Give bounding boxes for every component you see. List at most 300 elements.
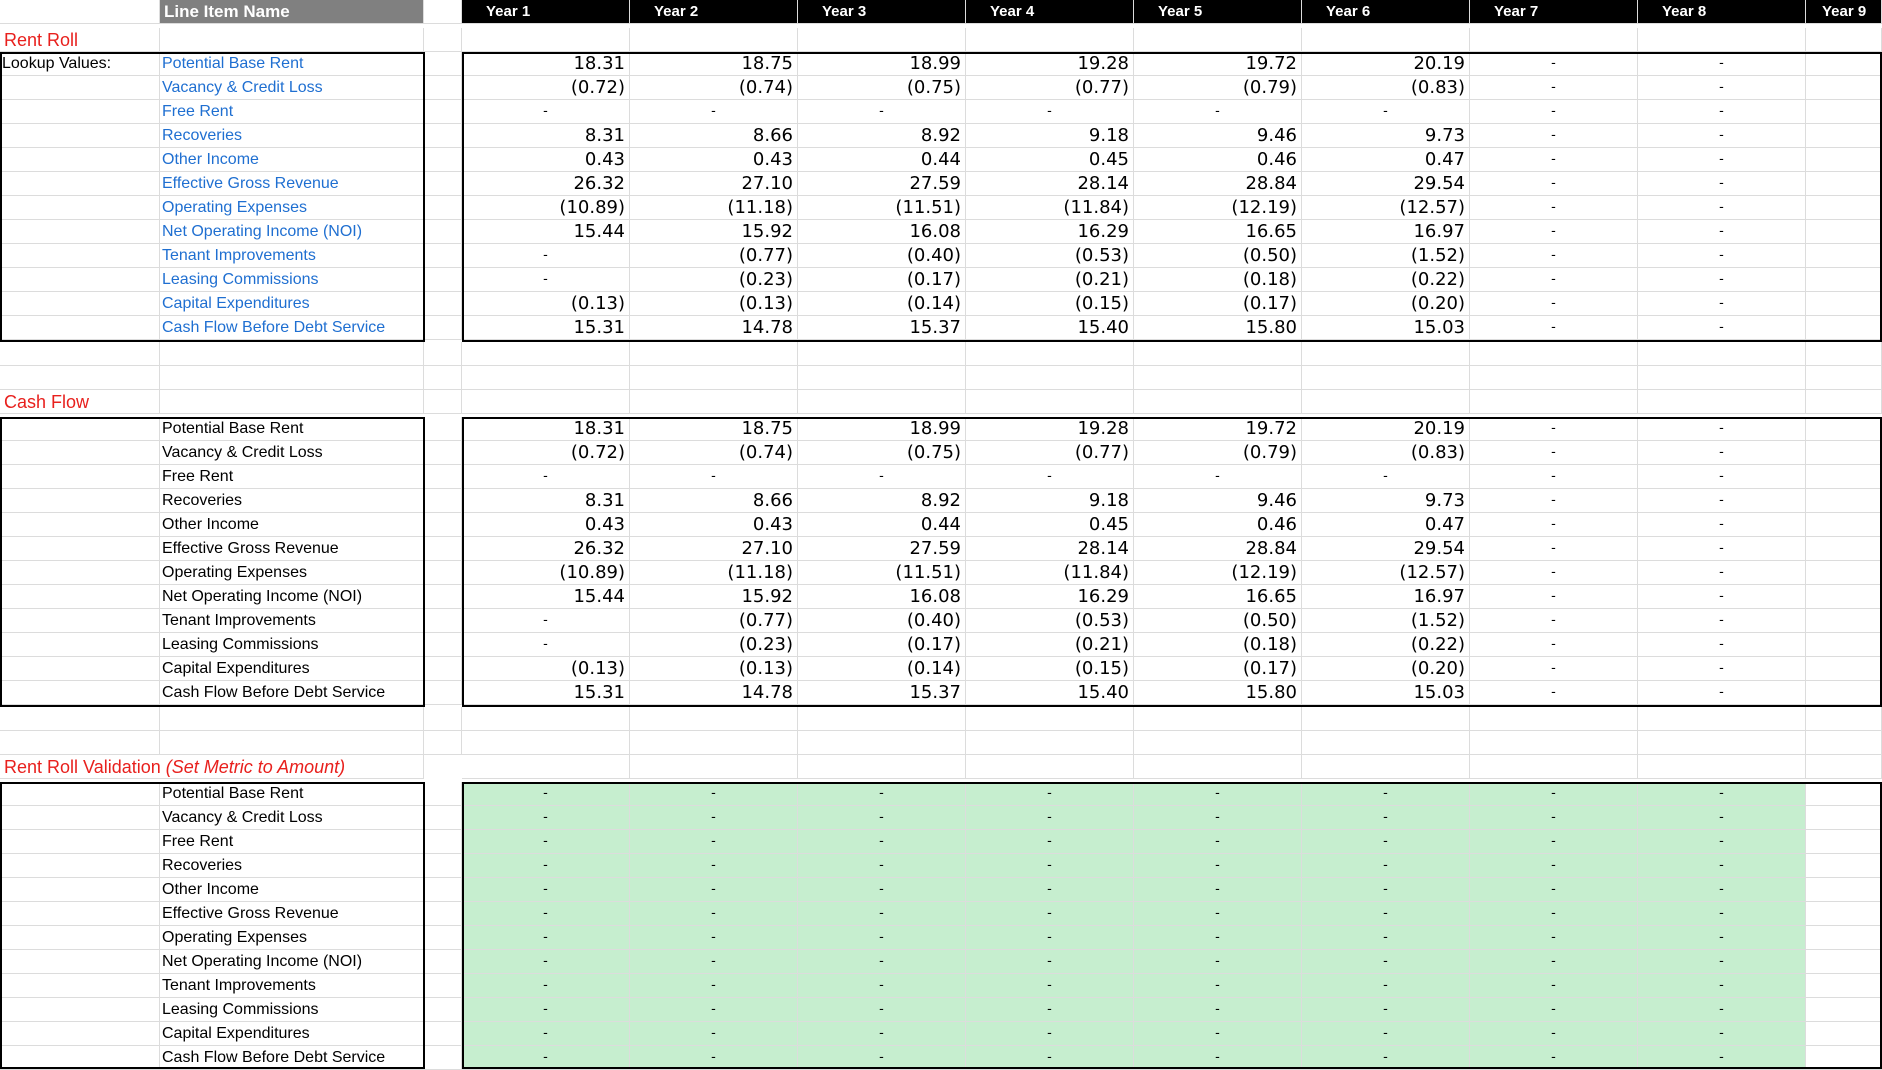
value-cell[interactable]: - xyxy=(462,268,630,292)
value-cell[interactable]: (0.50) xyxy=(1134,244,1302,268)
value-cell[interactable]: 16.08 xyxy=(798,220,966,244)
value-cell[interactable]: (0.83) xyxy=(1302,76,1470,100)
sheet-cell[interactable] xyxy=(424,974,462,998)
value-cell[interactable]: - xyxy=(1638,609,1806,633)
sheet-cell[interactable] xyxy=(1806,731,1882,755)
value-cell[interactable]: - xyxy=(1470,854,1638,878)
value-cell[interactable]: - xyxy=(1134,974,1302,998)
sheet-cell[interactable] xyxy=(1806,28,1882,52)
header-year-3[interactable]: Year 3 xyxy=(798,0,966,24)
value-cell[interactable]: - xyxy=(966,878,1134,902)
sheet-cell[interactable] xyxy=(0,830,160,854)
value-cell[interactable]: - xyxy=(1470,830,1638,854)
sheet-cell[interactable] xyxy=(1806,998,1882,1022)
value-cell[interactable]: (0.22) xyxy=(1302,633,1470,657)
value-cell[interactable]: - xyxy=(798,950,966,974)
value-cell[interactable]: - xyxy=(966,902,1134,926)
value-cell[interactable]: 0.43 xyxy=(462,148,630,172)
sheet-cell[interactable] xyxy=(0,342,160,366)
value-cell[interactable]: 15.80 xyxy=(1134,681,1302,705)
value-cell[interactable]: (0.74) xyxy=(630,76,798,100)
sheet-cell[interactable] xyxy=(1134,731,1302,755)
line-item-label[interactable]: Recoveries xyxy=(160,124,424,148)
value-cell[interactable]: - xyxy=(798,974,966,998)
value-cell[interactable]: 8.66 xyxy=(630,489,798,513)
sheet-cell[interactable] xyxy=(0,244,160,268)
sheet-cell[interactable] xyxy=(0,950,160,974)
value-cell[interactable]: - xyxy=(966,854,1134,878)
value-cell[interactable]: (0.79) xyxy=(1134,76,1302,100)
value-cell[interactable]: - xyxy=(1470,537,1638,561)
value-cell[interactable]: - xyxy=(462,950,630,974)
value-cell[interactable]: - xyxy=(798,878,966,902)
sheet-cell[interactable] xyxy=(1806,489,1882,513)
value-cell[interactable]: (0.77) xyxy=(966,441,1134,465)
sheet-cell[interactable] xyxy=(0,854,160,878)
value-cell[interactable]: - xyxy=(1638,926,1806,950)
sheet-cell[interactable] xyxy=(1806,830,1882,854)
value-cell[interactable]: (0.77) xyxy=(966,76,1134,100)
sheet-cell[interactable] xyxy=(1806,633,1882,657)
value-cell[interactable]: 9.18 xyxy=(966,489,1134,513)
value-cell[interactable]: - xyxy=(1470,465,1638,489)
value-cell[interactable]: - xyxy=(462,854,630,878)
sheet-cell[interactable] xyxy=(1806,854,1882,878)
value-cell[interactable]: 9.73 xyxy=(1302,124,1470,148)
sheet-cell[interactable] xyxy=(630,390,798,414)
value-cell[interactable]: - xyxy=(1638,950,1806,974)
value-cell[interactable]: (11.51) xyxy=(798,561,966,585)
sheet-cell[interactable] xyxy=(424,950,462,974)
value-cell[interactable]: 9.73 xyxy=(1302,489,1470,513)
value-cell[interactable]: - xyxy=(1470,441,1638,465)
value-cell[interactable]: 0.47 xyxy=(1302,513,1470,537)
sheet-cell[interactable] xyxy=(630,755,798,779)
value-cell[interactable]: - xyxy=(1638,561,1806,585)
value-cell[interactable]: (0.23) xyxy=(630,633,798,657)
sheet-cell[interactable] xyxy=(424,707,462,731)
line-item-label[interactable]: Vacancy & Credit Loss xyxy=(160,806,424,830)
value-cell[interactable]: - xyxy=(966,806,1134,830)
value-cell[interactable]: - xyxy=(1638,441,1806,465)
sheet-cell[interactable] xyxy=(1806,974,1882,998)
sheet-cell[interactable] xyxy=(1806,950,1882,974)
value-cell[interactable]: - xyxy=(1638,316,1806,340)
sheet-cell[interactable] xyxy=(966,707,1134,731)
value-cell[interactable]: - xyxy=(1470,974,1638,998)
value-cell[interactable]: - xyxy=(1470,681,1638,705)
value-cell[interactable]: - xyxy=(1470,292,1638,316)
value-cell[interactable]: 15.92 xyxy=(630,585,798,609)
value-cell[interactable]: - xyxy=(1638,806,1806,830)
value-cell[interactable]: - xyxy=(966,926,1134,950)
sheet-cell[interactable] xyxy=(424,902,462,926)
value-cell[interactable]: (0.13) xyxy=(462,657,630,681)
sheet-cell[interactable] xyxy=(1302,390,1470,414)
value-cell[interactable]: 29.54 xyxy=(1302,537,1470,561)
sheet-cell[interactable] xyxy=(160,390,424,414)
value-cell[interactable]: - xyxy=(1470,609,1638,633)
value-cell[interactable]: 27.10 xyxy=(630,537,798,561)
value-cell[interactable]: 29.54 xyxy=(1302,172,1470,196)
value-cell[interactable]: (11.18) xyxy=(630,196,798,220)
value-cell[interactable]: 14.78 xyxy=(630,316,798,340)
value-cell[interactable]: 15.31 xyxy=(462,681,630,705)
value-cell[interactable]: (12.57) xyxy=(1302,196,1470,220)
sheet-cell[interactable] xyxy=(0,220,160,244)
value-cell[interactable]: - xyxy=(1638,974,1806,998)
value-cell[interactable]: - xyxy=(1638,782,1806,806)
sheet-cell[interactable] xyxy=(1302,342,1470,366)
sheet-cell[interactable] xyxy=(1470,707,1638,731)
value-cell[interactable]: - xyxy=(1302,1022,1470,1046)
sheet-cell[interactable] xyxy=(0,998,160,1022)
sheet-cell[interactable] xyxy=(0,417,160,441)
line-item-label[interactable]: Capital Expenditures xyxy=(160,1022,424,1046)
sheet-cell[interactable] xyxy=(966,366,1134,390)
sheet-cell[interactable] xyxy=(1806,366,1882,390)
value-cell[interactable]: 20.19 xyxy=(1302,417,1470,441)
value-cell[interactable]: 27.10 xyxy=(630,172,798,196)
value-cell[interactable]: - xyxy=(966,1022,1134,1046)
value-cell[interactable]: - xyxy=(462,878,630,902)
value-cell[interactable]: - xyxy=(630,1022,798,1046)
sheet-cell[interactable] xyxy=(424,657,462,681)
value-cell[interactable]: - xyxy=(630,902,798,926)
sheet-cell[interactable] xyxy=(0,124,160,148)
sheet-cell[interactable] xyxy=(1806,561,1882,585)
sheet-cell[interactable] xyxy=(798,731,966,755)
sheet-cell[interactable] xyxy=(462,342,630,366)
header-year-4[interactable]: Year 4 xyxy=(966,0,1134,24)
sheet-cell[interactable] xyxy=(462,366,630,390)
value-cell[interactable]: (0.18) xyxy=(1134,268,1302,292)
sheet-cell[interactable] xyxy=(160,28,424,52)
sheet-cell[interactable] xyxy=(424,342,462,366)
sheet-cell[interactable] xyxy=(424,52,462,76)
value-cell[interactable]: - xyxy=(462,609,630,633)
value-cell[interactable]: - xyxy=(1638,417,1806,441)
value-cell[interactable]: - xyxy=(630,465,798,489)
value-cell[interactable]: - xyxy=(1470,220,1638,244)
sheet-cell[interactable] xyxy=(966,390,1134,414)
sheet-cell[interactable] xyxy=(1470,366,1638,390)
value-cell[interactable]: 0.43 xyxy=(630,513,798,537)
value-cell[interactable]: - xyxy=(1638,537,1806,561)
sheet-cell[interactable] xyxy=(424,537,462,561)
lookup-values-label[interactable]: Lookup Values: xyxy=(0,52,160,76)
sheet-cell[interactable] xyxy=(1806,513,1882,537)
value-cell[interactable]: 15.92 xyxy=(630,220,798,244)
line-item-label[interactable]: Other Income xyxy=(160,148,424,172)
value-cell[interactable]: - xyxy=(1134,465,1302,489)
sheet-cell[interactable] xyxy=(424,220,462,244)
value-cell[interactable]: 0.45 xyxy=(966,513,1134,537)
value-cell[interactable]: - xyxy=(630,950,798,974)
value-cell[interactable]: - xyxy=(1134,950,1302,974)
value-cell[interactable]: - xyxy=(630,806,798,830)
sheet-cell[interactable] xyxy=(424,806,462,830)
value-cell[interactable]: (12.57) xyxy=(1302,561,1470,585)
value-cell[interactable]: 9.46 xyxy=(1134,124,1302,148)
sheet-cell[interactable] xyxy=(1134,755,1302,779)
value-cell[interactable]: 16.97 xyxy=(1302,220,1470,244)
line-item-label[interactable]: Vacancy & Credit Loss xyxy=(160,76,424,100)
sheet-cell[interactable] xyxy=(1806,782,1882,806)
sheet-cell[interactable] xyxy=(424,172,462,196)
sheet-cell[interactable] xyxy=(1806,878,1882,902)
value-cell[interactable]: 9.46 xyxy=(1134,489,1302,513)
value-cell[interactable]: 19.72 xyxy=(1134,52,1302,76)
value-cell[interactable]: - xyxy=(1470,268,1638,292)
value-cell[interactable]: (0.79) xyxy=(1134,441,1302,465)
value-cell[interactable]: - xyxy=(1470,998,1638,1022)
sheet-cell[interactable] xyxy=(424,28,462,52)
value-cell[interactable]: (0.17) xyxy=(1134,657,1302,681)
value-cell[interactable]: 26.32 xyxy=(462,537,630,561)
line-item-label[interactable]: Tenant Improvements xyxy=(160,974,424,998)
value-cell[interactable]: 27.59 xyxy=(798,172,966,196)
value-cell[interactable]: - xyxy=(630,878,798,902)
value-cell[interactable]: - xyxy=(1638,878,1806,902)
sheet-cell[interactable] xyxy=(1638,707,1806,731)
sheet-cell[interactable] xyxy=(424,926,462,950)
sheet-cell[interactable] xyxy=(424,489,462,513)
header-year-1[interactable]: Year 1 xyxy=(462,0,630,24)
sheet-cell[interactable] xyxy=(160,731,424,755)
value-cell[interactable]: - xyxy=(1638,1046,1806,1070)
sheet-cell[interactable] xyxy=(0,1046,160,1070)
value-cell[interactable]: 18.99 xyxy=(798,417,966,441)
sheet-cell[interactable] xyxy=(424,878,462,902)
line-item-label[interactable]: Net Operating Income (NOI) xyxy=(160,585,424,609)
value-cell[interactable]: - xyxy=(630,1046,798,1070)
value-cell[interactable]: 8.92 xyxy=(798,489,966,513)
value-cell[interactable]: - xyxy=(1638,76,1806,100)
value-cell[interactable]: 14.78 xyxy=(630,681,798,705)
value-cell[interactable]: 16.08 xyxy=(798,585,966,609)
sheet-cell[interactable] xyxy=(1302,366,1470,390)
sheet-cell[interactable] xyxy=(0,268,160,292)
value-cell[interactable]: - xyxy=(462,633,630,657)
sheet-cell[interactable] xyxy=(966,731,1134,755)
value-cell[interactable]: - xyxy=(966,974,1134,998)
sheet-cell[interactable] xyxy=(798,755,966,779)
value-cell[interactable]: - xyxy=(462,902,630,926)
line-item-label[interactable]: Capital Expenditures xyxy=(160,657,424,681)
value-cell[interactable]: - xyxy=(1638,585,1806,609)
sheet-cell[interactable] xyxy=(424,633,462,657)
value-cell[interactable]: - xyxy=(1470,148,1638,172)
value-cell[interactable]: - xyxy=(1470,806,1638,830)
sheet-cell[interactable] xyxy=(424,513,462,537)
sheet-cell[interactable] xyxy=(424,124,462,148)
value-cell[interactable]: - xyxy=(1470,1046,1638,1070)
value-cell[interactable]: (0.17) xyxy=(1134,292,1302,316)
sheet-cell[interactable] xyxy=(1806,52,1882,76)
value-cell[interactable]: - xyxy=(1302,806,1470,830)
value-cell[interactable]: 16.29 xyxy=(966,585,1134,609)
value-cell[interactable]: (0.77) xyxy=(630,244,798,268)
sheet-cell[interactable] xyxy=(424,196,462,220)
sheet-cell[interactable] xyxy=(424,441,462,465)
value-cell[interactable]: - xyxy=(798,465,966,489)
value-cell[interactable]: 16.29 xyxy=(966,220,1134,244)
sheet-cell[interactable] xyxy=(0,926,160,950)
sheet-cell[interactable] xyxy=(424,76,462,100)
value-cell[interactable]: (0.75) xyxy=(798,441,966,465)
line-item-label[interactable]: Operating Expenses xyxy=(160,196,424,220)
line-item-label[interactable]: Recoveries xyxy=(160,489,424,513)
value-cell[interactable]: - xyxy=(1638,172,1806,196)
value-cell[interactable]: - xyxy=(798,1046,966,1070)
value-cell[interactable]: - xyxy=(462,830,630,854)
sheet-cell[interactable] xyxy=(1806,609,1882,633)
value-cell[interactable]: - xyxy=(1638,52,1806,76)
value-cell[interactable]: 20.19 xyxy=(1302,52,1470,76)
value-cell[interactable]: (0.53) xyxy=(966,609,1134,633)
sheet-cell[interactable] xyxy=(0,465,160,489)
sheet-cell[interactable] xyxy=(0,316,160,340)
value-cell[interactable]: 0.44 xyxy=(798,513,966,537)
value-cell[interactable]: (0.74) xyxy=(630,441,798,465)
value-cell[interactable]: 0.43 xyxy=(630,148,798,172)
value-cell[interactable]: - xyxy=(1302,878,1470,902)
value-cell[interactable]: - xyxy=(462,974,630,998)
value-cell[interactable]: - xyxy=(966,465,1134,489)
value-cell[interactable]: (0.77) xyxy=(630,609,798,633)
sheet-cell[interactable] xyxy=(1302,755,1470,779)
sheet-cell[interactable] xyxy=(0,292,160,316)
sheet-cell[interactable] xyxy=(0,878,160,902)
sheet-cell[interactable] xyxy=(462,390,630,414)
value-cell[interactable]: (11.51) xyxy=(798,196,966,220)
header-year-9[interactable]: Year 9 xyxy=(1806,0,1882,24)
value-cell[interactable]: 16.65 xyxy=(1134,220,1302,244)
sheet-cell[interactable] xyxy=(0,806,160,830)
sheet-cell[interactable] xyxy=(424,998,462,1022)
value-cell[interactable]: - xyxy=(1470,657,1638,681)
value-cell[interactable]: - xyxy=(1638,220,1806,244)
sheet-cell[interactable] xyxy=(1806,1022,1882,1046)
header-year-6[interactable]: Year 6 xyxy=(1302,0,1470,24)
line-item-label[interactable]: Cash Flow Before Debt Service xyxy=(160,1046,424,1070)
value-cell[interactable]: - xyxy=(1470,417,1638,441)
sheet-cell[interactable] xyxy=(0,782,160,806)
value-cell[interactable]: 15.44 xyxy=(462,220,630,244)
value-cell[interactable]: (0.14) xyxy=(798,292,966,316)
sheet-cell[interactable] xyxy=(424,417,462,441)
value-cell[interactable]: - xyxy=(1638,124,1806,148)
value-cell[interactable]: (0.53) xyxy=(966,244,1134,268)
sheet-cell[interactable] xyxy=(424,148,462,172)
value-cell[interactable]: 27.59 xyxy=(798,537,966,561)
value-cell[interactable]: - xyxy=(1134,1022,1302,1046)
sheet-cell[interactable] xyxy=(0,441,160,465)
value-cell[interactable]: (11.84) xyxy=(966,561,1134,585)
value-cell[interactable]: 9.18 xyxy=(966,124,1134,148)
sheet-cell[interactable] xyxy=(424,0,462,24)
value-cell[interactable]: (0.15) xyxy=(966,292,1134,316)
value-cell[interactable]: - xyxy=(462,100,630,124)
value-cell[interactable]: (12.19) xyxy=(1134,196,1302,220)
value-cell[interactable]: 28.14 xyxy=(966,537,1134,561)
sheet-cell[interactable] xyxy=(1134,28,1302,52)
value-cell[interactable]: (0.21) xyxy=(966,268,1134,292)
value-cell[interactable]: (0.20) xyxy=(1302,292,1470,316)
value-cell[interactable]: - xyxy=(1470,513,1638,537)
sheet-cell[interactable] xyxy=(0,974,160,998)
value-cell[interactable]: - xyxy=(1302,830,1470,854)
value-cell[interactable]: (0.21) xyxy=(966,633,1134,657)
sheet-cell[interactable] xyxy=(1806,585,1882,609)
value-cell[interactable]: - xyxy=(1470,633,1638,657)
line-item-label[interactable]: Tenant Improvements xyxy=(160,244,424,268)
value-cell[interactable]: - xyxy=(1134,926,1302,950)
value-cell[interactable]: - xyxy=(798,1022,966,1046)
value-cell[interactable]: 18.31 xyxy=(462,417,630,441)
value-cell[interactable]: - xyxy=(1134,1046,1302,1070)
value-cell[interactable]: - xyxy=(1470,902,1638,926)
header-year-2[interactable]: Year 2 xyxy=(630,0,798,24)
sheet-cell[interactable] xyxy=(1806,465,1882,489)
value-cell[interactable]: - xyxy=(1638,830,1806,854)
sheet-cell[interactable] xyxy=(798,707,966,731)
sheet-cell[interactable] xyxy=(798,390,966,414)
value-cell[interactable]: - xyxy=(1302,782,1470,806)
line-item-label[interactable]: Potential Base Rent xyxy=(160,417,424,441)
value-cell[interactable]: - xyxy=(1470,782,1638,806)
value-cell[interactable]: - xyxy=(462,465,630,489)
value-cell[interactable]: - xyxy=(966,998,1134,1022)
value-cell[interactable]: - xyxy=(798,854,966,878)
value-cell[interactable]: - xyxy=(966,830,1134,854)
sheet-cell[interactable] xyxy=(0,1022,160,1046)
sheet-cell[interactable] xyxy=(424,100,462,124)
sheet-cell[interactable] xyxy=(1638,390,1806,414)
value-cell[interactable]: (1.52) xyxy=(1302,609,1470,633)
value-cell[interactable]: - xyxy=(966,950,1134,974)
value-cell[interactable]: 15.37 xyxy=(798,681,966,705)
sheet-cell[interactable] xyxy=(1302,28,1470,52)
sheet-cell[interactable] xyxy=(424,1046,462,1070)
value-cell[interactable]: 0.47 xyxy=(1302,148,1470,172)
value-cell[interactable]: - xyxy=(1470,52,1638,76)
value-cell[interactable]: - xyxy=(630,830,798,854)
value-cell[interactable]: - xyxy=(1302,465,1470,489)
value-cell[interactable]: - xyxy=(1134,100,1302,124)
sheet-cell[interactable] xyxy=(1806,902,1882,926)
line-item-label[interactable]: Free Rent xyxy=(160,830,424,854)
sheet-cell[interactable] xyxy=(1470,342,1638,366)
value-cell[interactable]: 26.32 xyxy=(462,172,630,196)
value-cell[interactable]: - xyxy=(1638,489,1806,513)
sheet-cell[interactable] xyxy=(160,342,424,366)
value-cell[interactable]: (10.89) xyxy=(462,196,630,220)
value-cell[interactable]: 15.40 xyxy=(966,681,1134,705)
line-item-label[interactable]: Other Income xyxy=(160,513,424,537)
sheet-cell[interactable] xyxy=(424,465,462,489)
value-cell[interactable]: - xyxy=(630,854,798,878)
sheet-cell[interactable] xyxy=(1134,707,1302,731)
sheet-cell[interactable] xyxy=(0,707,160,731)
value-cell[interactable]: - xyxy=(1134,806,1302,830)
sheet-cell[interactable] xyxy=(798,366,966,390)
line-item-label[interactable]: Free Rent xyxy=(160,100,424,124)
sheet-cell[interactable] xyxy=(424,830,462,854)
line-item-label[interactable]: Capital Expenditures xyxy=(160,292,424,316)
line-item-label[interactable]: Effective Gross Revenue xyxy=(160,902,424,926)
